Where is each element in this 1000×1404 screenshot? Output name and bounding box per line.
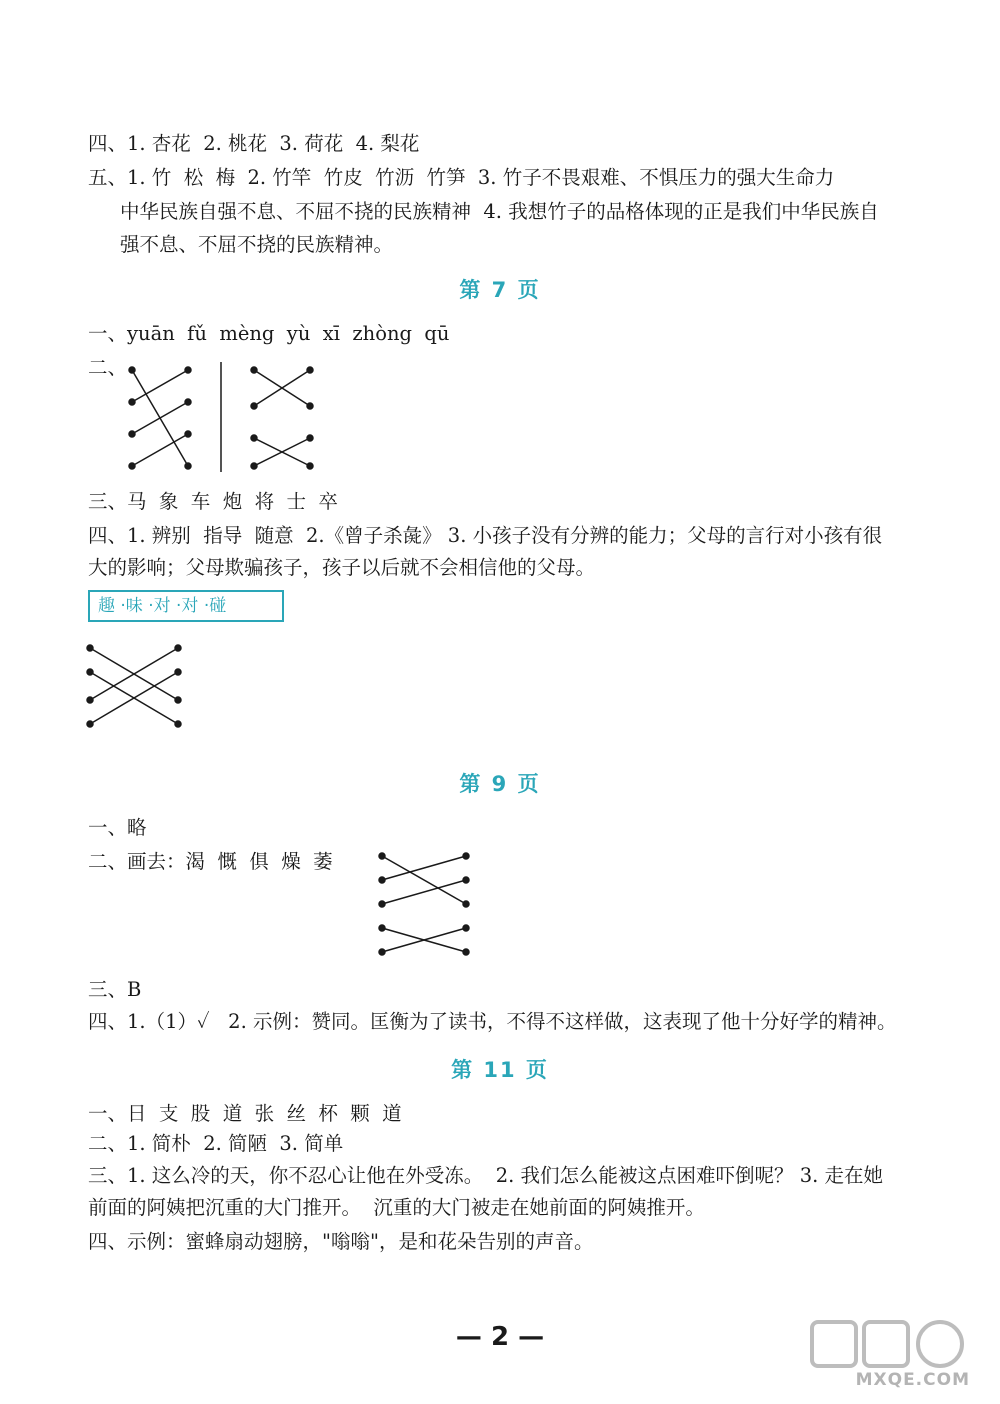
answer-line: 五、1. 竹 松 梅 2. 竹竿 竹皮 竹沥 竹笋 3. 竹子不畏艰难、不惧压力的强大生命力 [88,166,835,189]
dot [175,697,181,703]
answer-line: 中华民族自强不息、不屈不挠的民族精神 4. 我想竹子的品格体现的正是我们中华民族自 [120,200,879,223]
dot [129,367,135,373]
dot [87,721,93,727]
dot [463,853,469,859]
dot [129,463,135,469]
dot [463,949,469,955]
dot [251,463,257,469]
dot [129,399,135,405]
answer-line: 强不息、不屈不挠的民族精神。 [120,233,394,256]
dot [379,901,385,907]
dot [87,669,93,675]
match-line [382,856,466,880]
dot [175,721,181,727]
answer-line: 三、1. 这么冷的天，你不忍心让他在外受冻。 2. 我们怎么能被这点困难吓倒呢？ 3. 走在她 [88,1164,884,1187]
dot [379,949,385,955]
dot [87,645,93,651]
page-number: — 2 — [455,1322,545,1352]
dot [251,367,257,373]
dot [185,463,191,469]
dot [463,877,469,883]
matching-lines-diagram [84,642,184,732]
answer-line: 二、1. 简朴 2. 简陋 3. 简单 [88,1132,344,1155]
dot [185,399,191,405]
answer-line: 四、1. 辨别 指导 随意 2.《曾子杀彘》 3. 小孩子没有分辨的能力；父母的言行对小孩有很 [88,524,883,547]
match-line [382,880,466,904]
answer-line: 大的影响；父母欺骗孩子，孩子以后就不会相信他的父母。 [88,556,596,579]
dot [185,431,191,437]
dot [251,403,257,409]
answer-line: 四、1.（1）✓ 2. 示例：赞同。匡衡为了读书，不得不这样做，这表现了他十分好学的精神。 [88,1010,897,1033]
dot [307,367,313,373]
answer-line: 四、示例：蜜蜂扇动翅膀，"嗡嗡"，是和花朵告别的声音。 [88,1230,594,1253]
answer-line: 四、1. 杏花 2. 桃花 3. 荷花 4. 梨花 [88,132,420,155]
dot [307,435,313,441]
dot [307,403,313,409]
dot [307,463,313,469]
dot [379,877,385,883]
match-line [132,370,188,402]
match-line [132,402,188,434]
matching-lines-diagram [124,362,324,472]
dot [175,645,181,651]
dot [251,435,257,441]
dot [463,925,469,931]
section-title: 第 11 页 [451,1058,549,1082]
answer-line: 前面的阿姨把沉重的大门推开。 沉重的大门被走在她前面的阿姨推开。 [88,1196,705,1219]
answer-line: 三、马 象 车 炮 将 士 卒 [88,490,338,513]
matching-lines-diagram [376,850,472,960]
answer-line: 二、画去：渴 慨 俱 燥 萎 [88,850,333,873]
section-title: 第 7 页 [459,278,541,302]
dot [87,697,93,703]
answer-label: 二、 [88,356,128,379]
section-title: 第 9 页 [459,772,541,796]
match-line [382,856,466,904]
answer-line: 三、B [88,978,142,1001]
dot [175,669,181,675]
dot [379,853,385,859]
match-line [132,434,188,466]
dot [379,925,385,931]
answer-line: 一、日 支 股 道 张 丝 杯 颗 道 [88,1102,402,1125]
fun-matching-tag: 趣 ·味 ·对 ·对 ·碰 [88,590,284,622]
dot [463,901,469,907]
dot [129,431,135,437]
watermark-text: MXQE.COM [855,1370,970,1390]
answer-line: 一、yuān fǔ mèng yù xī zhòng qū [88,322,450,345]
answer-line: 一、略 [88,816,147,839]
dot [185,367,191,373]
